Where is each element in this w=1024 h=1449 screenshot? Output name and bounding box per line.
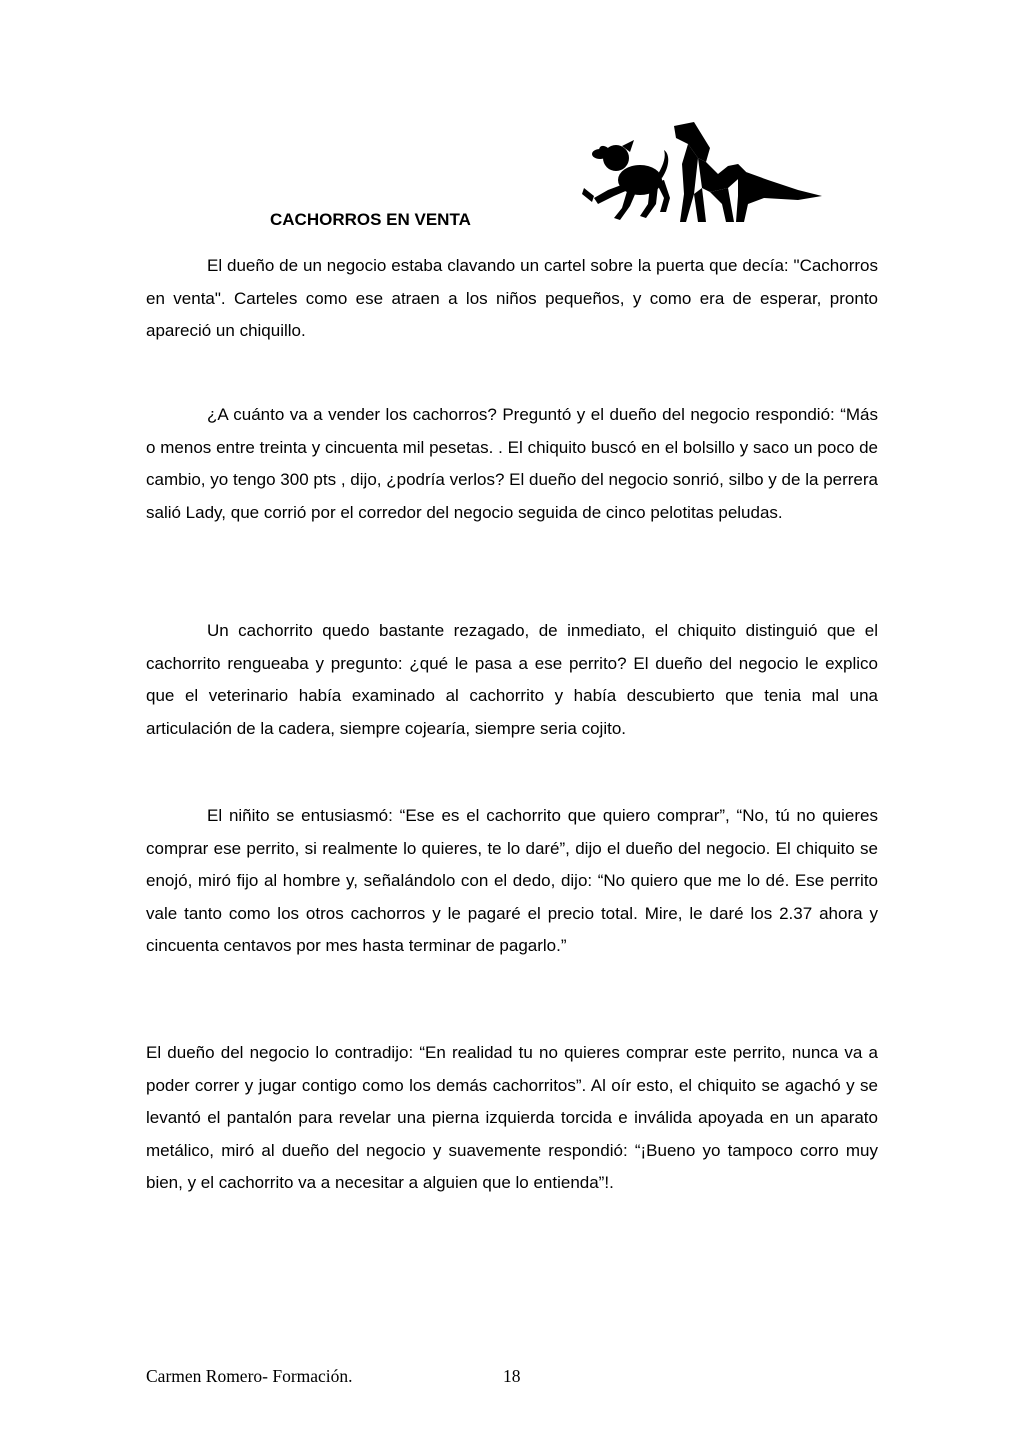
paragraph-3: Un cachorrito quedo bastante rezagado, de inmediato, el chiquito distinguió que el cachorrito rengueaba y pregunto: ¿qué le pasa a ese perrito? El dueño del negocio le explico que el veterinario había examinado al cachorrito y había descubierto que tenia mal una articulación de la cadera, siempre cojearía, siempre seria cojito. xyxy=(146,621,878,738)
paragraph-2: ¿A cuánto va a vender los cachorros? Preguntó y el dueño del negocio respondió: “Más o menos entre treinta y cincuenta mil pesetas. . El chiquito buscó en el bolsillo y saco un poco de cambio, yo tengo 300 pts , dijo, ¿podría verlos? El dueño del negocio sonrió, silbo y de la perrera salió Lady, que corrió por el corredor del negocio seguida de cinco pelotitas peludas. xyxy=(146,405,878,522)
paragraph-5: El dueño del negocio lo contradijo: “En realidad tu no quieres comprar este perrito, nunca va a poder correr y jugar contigo como los demás cachorritos”. Al oír esto, el chiquito se agachó y se levantó el pantalón para revelar una pierna izquierda torcida e inválida apoyada en un aparato metálico, miró al dueño del negocio y suavemente respondió: “¡Bueno yo tampoco corro muy bien, y el cachorrito va a necesitar a alguien que lo entienda”!. xyxy=(146,1043,878,1193)
page-number: 18 xyxy=(503,1366,521,1386)
dogs-silhouette-icon xyxy=(578,118,828,230)
paragraph-4: El niñito se entusiasmó: “Ese es el cachorrito que quiero comprar”, “No, tú no quieres comprar ese perrito, si realmente lo quieres, te lo daré”, dijo el dueño del negocio. El chiquito se enojó, miró fijo al hombre y, señalándolo con el dedo, dijo: “No quiero que me lo dé. Ese perrito vale tanto como los otros cachorros y le pagaré el precio total. Mire, le daré los 2.37 ahora y cincuenta centavos por mes hasta terminar de pagarlo.” xyxy=(146,806,878,956)
footer-author: Carmen Romero- Formación. xyxy=(146,1366,353,1386)
puppy-icon xyxy=(582,140,670,220)
origami-dog-icon xyxy=(674,122,822,222)
paragraph-1: El dueño de un negocio estaba clavando un cartel sobre la puerta que decía: "Cachorros en venta". Carteles como ese atraen a los niños pequeños, y como era de esperar, pronto apareció un chiquillo. xyxy=(146,256,878,341)
page-title: CACHORROS EN VENTA xyxy=(270,210,471,229)
